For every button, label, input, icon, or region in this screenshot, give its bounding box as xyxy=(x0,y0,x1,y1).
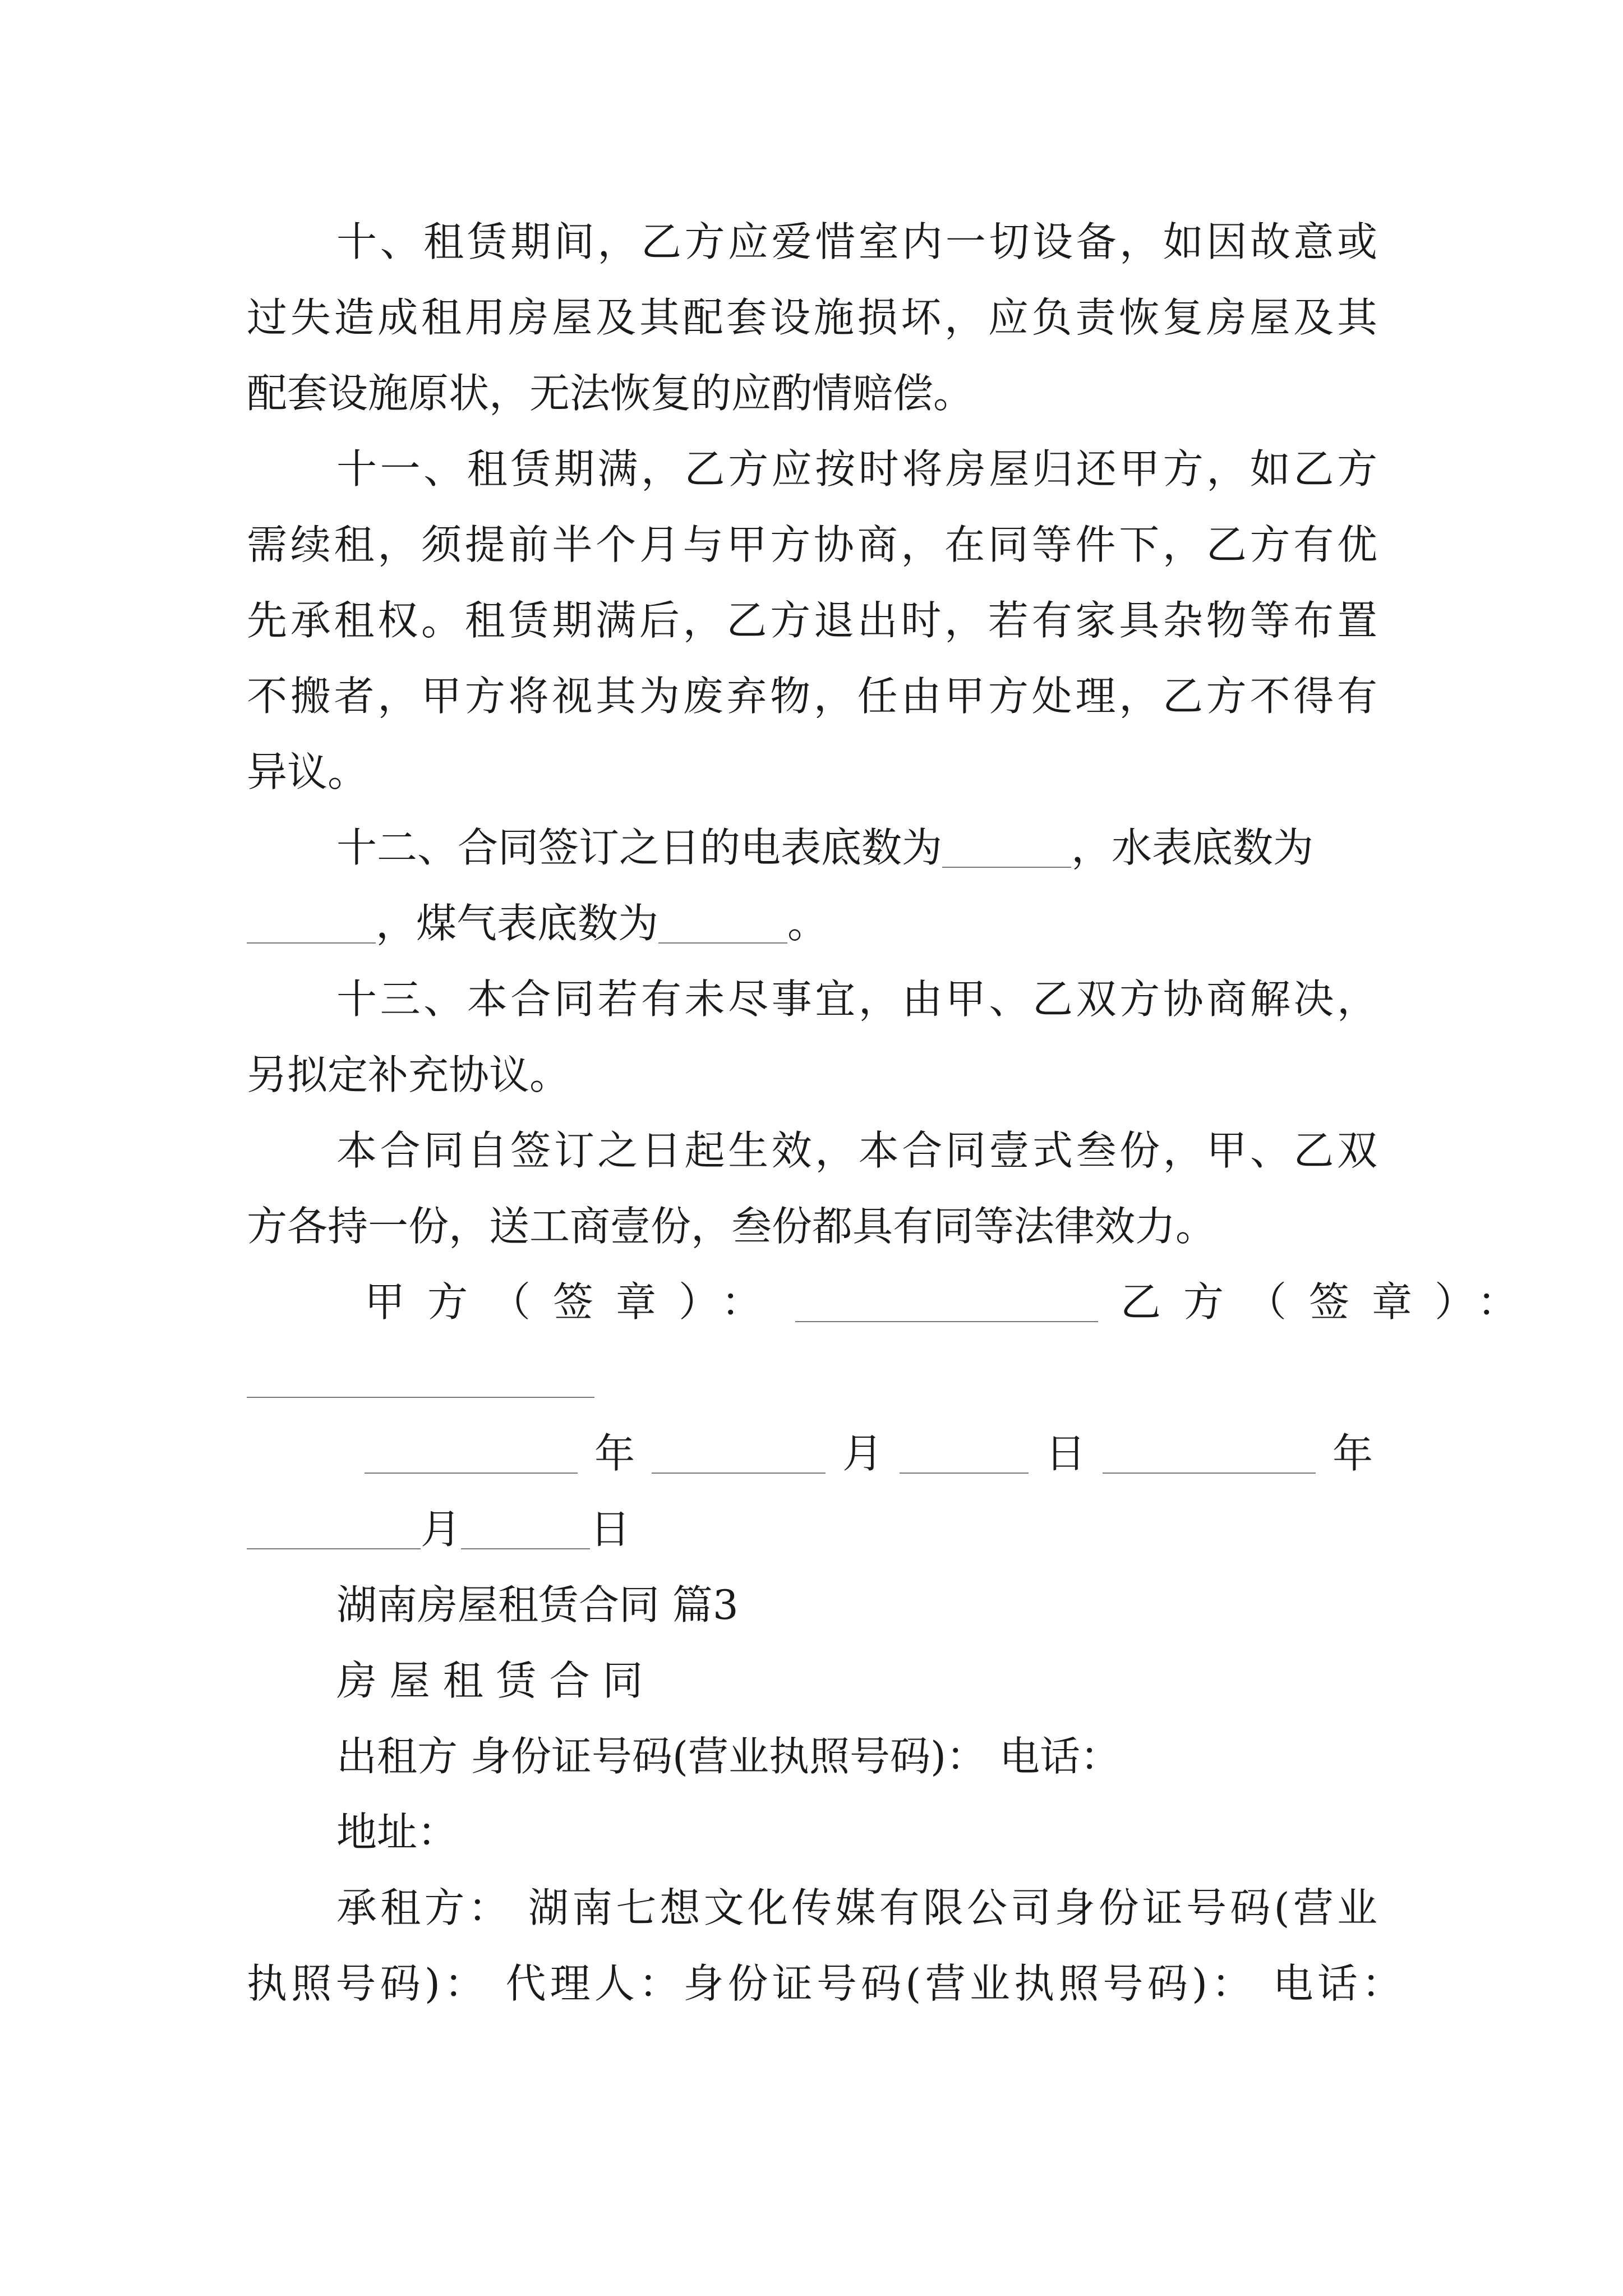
party-b-signature-label: 乙方（签章）： xyxy=(1121,1278,1541,1326)
effectiveness-line-2: 方各持一份，送工商壹份，叁份都具有同等法律效力。 xyxy=(247,1203,1216,1250)
date-line-1 xyxy=(365,1430,1373,1477)
party-b-day-blank[interactable] xyxy=(461,1515,590,1549)
party-a-year-blank[interactable] xyxy=(365,1439,578,1474)
party-a-year-label: 年 xyxy=(594,1430,635,1477)
party-a-signature-blank[interactable] xyxy=(795,1287,1098,1322)
party-b-month-blank[interactable] xyxy=(247,1515,421,1549)
clause-11-line-2: 需续租，须提前半个月与甲方协商，在同等件下，乙方有优 xyxy=(247,521,1377,568)
party-a-signature-label: 甲方（签章）： xyxy=(365,1278,785,1326)
clause-11-line-3: 先承租权。租赁期满后，乙方退出时，若有家具杂物等布置 xyxy=(247,597,1377,644)
clause-10-line-1: 十、租赁期间，乙方应爱惜室内一切设备，如因故意或 xyxy=(336,218,1377,265)
clause-13-line-2: 另拟定补充协议。 xyxy=(247,1051,570,1098)
lessee-info-line-2: 执照号码)： 代理人：身份证号码(营业执照号码)： 电话： xyxy=(247,1960,1402,2007)
clause-10-line-2: 过失造成租用房屋及其配套设施损坏，应负责恢复房屋及其 xyxy=(247,294,1377,341)
date-line-2 xyxy=(247,1506,631,1553)
party-a-day-label: 日 xyxy=(1045,1430,1086,1477)
party-b-year-blank[interactable] xyxy=(1103,1439,1316,1474)
clause-11-line-5: 异议。 xyxy=(247,748,368,795)
lessor-info-line: 出租方 身份证号码(营业执照号码)： 电话： xyxy=(336,1733,1121,1780)
electric-meter-blank[interactable] xyxy=(942,833,1071,868)
clause-12-text-end: 。 xyxy=(787,900,828,947)
party-a-day-blank[interactable] xyxy=(900,1439,1029,1474)
address-line: 地址： xyxy=(336,1809,458,1856)
clause-11-line-4: 不搬者，甲方将视其为废弃物，任由甲方处理，乙方不得有 xyxy=(247,673,1377,720)
water-meter-blank[interactable] xyxy=(247,909,376,944)
clause-12-text-water: ，水表底数为 xyxy=(1071,824,1314,871)
clause-12-text-gas: ，煤气表底数为 xyxy=(376,900,659,947)
clause-10-line-3: 配套设施原状，无法恢复的应酌情赔偿。 xyxy=(247,370,974,417)
signature-line xyxy=(365,1278,1541,1326)
contract-heading: 房 屋 租 赁 合 同 xyxy=(336,1657,643,1704)
clause-12-line-1 xyxy=(336,824,1314,871)
clause-12-line-2 xyxy=(247,900,828,947)
clause-12-text-electric: 十二、合同签订之日的电表底数为 xyxy=(336,824,943,871)
clause-13-line-1: 十三、本合同若有未尽事宜，由甲、乙双方协商解决， xyxy=(336,976,1377,1023)
party-b-year-label: 年 xyxy=(1332,1430,1373,1477)
party-b-signature-blank[interactable] xyxy=(247,1363,594,1398)
party-a-month-blank[interactable] xyxy=(652,1439,826,1474)
section-3-title: 湖南房屋租赁合同 篇3 xyxy=(336,1581,739,1628)
gas-meter-blank[interactable] xyxy=(658,909,787,944)
party-b-day-label: 日 xyxy=(590,1506,631,1553)
party-b-month-label: 月 xyxy=(421,1506,462,1553)
clause-11-line-1: 十一、租赁期满，乙方应按时将房屋归还甲方，如乙方 xyxy=(336,445,1377,493)
effectiveness-line-1: 本合同自签订之日起生效，本合同壹式叁份，甲、乙双 xyxy=(336,1127,1377,1174)
party-a-month-label: 月 xyxy=(842,1430,883,1477)
lessee-info-line-1: 承租方： 湖南七想文化传媒有限公司身份证号码(营业 xyxy=(336,1884,1377,1931)
party-b-signature-blank-line xyxy=(247,1358,594,1398)
